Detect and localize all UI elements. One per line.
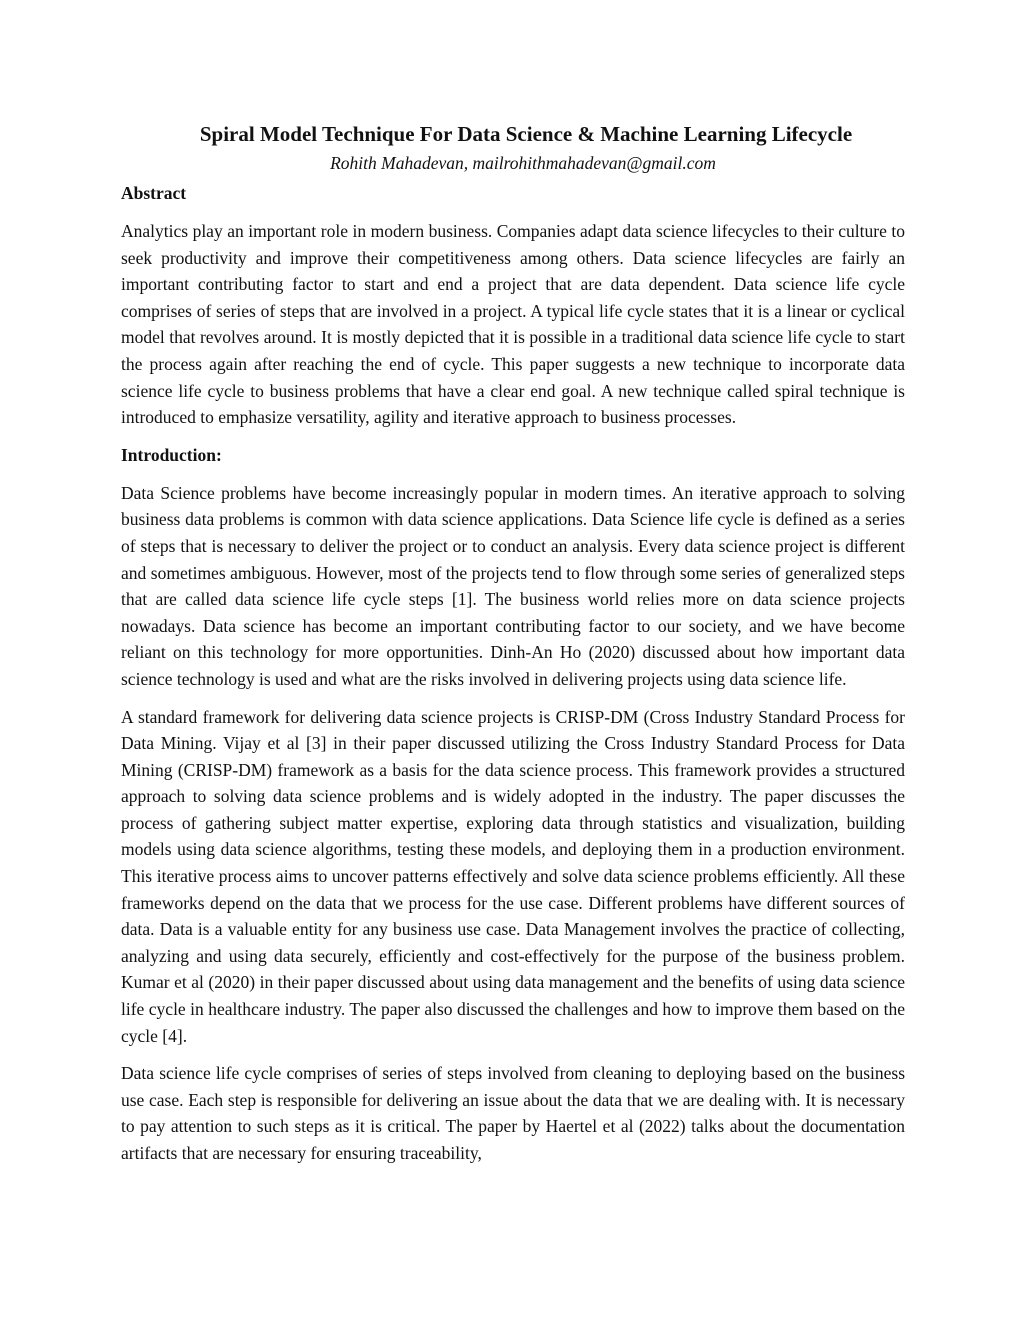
author-line: Rohith Mahadevan, mailrohithmahadevan@gmail.com bbox=[330, 153, 716, 173]
introduction-heading: Introduction: bbox=[121, 444, 222, 465]
paper-page bbox=[121, 118, 905, 1167]
abstract-paragraph: Analytics play an important role in modern business. Companies adapt data science lifecycles to their culture to seek productivity and improve their competitiveness among others. Data science lifecycles are fairly an important contributing factor to start and end a project that are data dependent. Data science life cycle comprises of series of steps that are involved in a project. A typical life cycle states that it is a linear or cyclical model that revolves around. It is mostly depicted that it is possible in a traditional data science life cycle to start the process again after reaching the end of cycle. This paper suggests a new technique to incorporate data science life cycle to business problems that have a clear end goal. A new technique called spiral technique is introduced to emphasize versatility, agility and iterative approach to business processes. bbox=[121, 221, 905, 428]
intro-paragraph-3: Data science life cycle comprises of series of steps involved from cleaning to deploying based on the business use case. Each step is responsible for delivering an issue about the data that we are dealing with. It is necessary to pay attention to such steps as it is critical. The paper by Haertel et al (2022) talks about the documentation artifacts that are necessary for ensuring traceability, bbox=[121, 1063, 905, 1163]
paper-title: Spiral Model Technique For Data Science & Machine Learning Lifecycle bbox=[199, 122, 853, 146]
abstract-heading: Abstract bbox=[121, 183, 187, 203]
intro-paragraph-2: A standard framework for delivering data science projects is CRISP-DM (Cross Industry Standard Process for Data Mining. Vijay et al [3] in their paper discussed utilizing the Cross Industry Standard Process for Data Mining (CRISP-DM) framework as a basis for the data science process. This framework provides a structured approach to solving data science problems and is widely adopted in the industry. The paper discusses the process of gathering subject matter expertise, exploring data through statistics and visualization, building models using data science algorithms, testing these models, and deploying them in a production environment. This iterative process aims to uncover patterns effectively and solve data science problems efficiently. All these frameworks depend on the data that we process for the use case. Different problems have different sources of data. Data is a valuable entity for any business use case. Data Management involves the practice of collecting, analyzing and using data securely, efficiently and cost-effectively for the purpose of the business problem. Kumar et al (2020) in their paper discussed about using data management and the benefits of using data science life cycle in healthcare industry. The paper also discussed the challenges and how to improve them based on the cycle [4]. bbox=[121, 706, 905, 1046]
intro-paragraph-1: Data Science problems have become increasingly popular in modern times. An iterative approach to solving business data problems is common with data science applications. Data Science life cycle is defined as a series of steps that is necessary to deliver the project or to conduct an analysis. Every data science project is different and sometimes ambiguous. However, most of the projects tend to flow through some series of generalized steps that are called data science life cycle steps [1]. The business world relies more on data science projects nowadays. Data science has become an important contributing factor to our society, and we have become reliant on this technology for more opportunities. Dinh-An Ho (2020) discussed about how important data science technology is used and what are the risks involved in delivering projects using data science life. bbox=[121, 482, 905, 689]
